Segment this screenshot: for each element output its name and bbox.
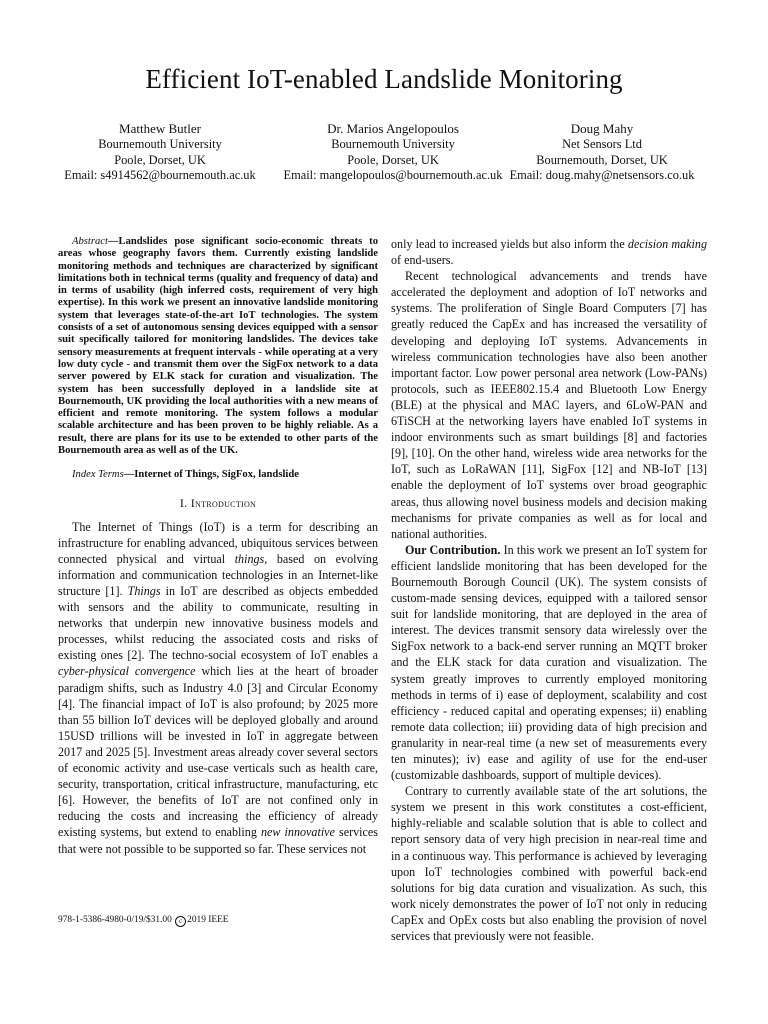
author-email: Email: mangelopoulos@bournemouth.ac.uk xyxy=(283,168,503,183)
index-terms xyxy=(58,469,378,481)
author-affiliation: Bournemouth University xyxy=(331,137,455,152)
abstract xyxy=(58,236,378,457)
author-email: Email: doug.mahy@netsensors.co.uk xyxy=(509,168,695,183)
author-location: Poole, Dorset, UK xyxy=(114,152,206,167)
text-run: of end-users. xyxy=(391,253,454,268)
text-run: In this work we present an IoT system for efficient landslide monitoring that has been developed for the Bournemouth Borough Council (UK). The system consists of custom-made sensing devices, equipped with a tailored sensor suit for landslide monitoring, that are deployed in the area of interest. The devices transmit sensory data wirelessly over the SigFox network to a back-end server running an MQTT broker and the ELK stack for data curation and visualization. The system greatly improves to currently employed monitoring methods in terms of i) ease of deployment, scalability and cost efficiency - reduced capital and operating expenses; ii) enabling remote data collection; iii) providing data of high precision and granularity in near-real time (a new set of measurements every ten minutes); iv) ease and agility of use for the end-user (customizable dashboards, support of multiple devices). xyxy=(391,542,707,783)
author-block-butler xyxy=(43,121,277,184)
author-affiliation: Net Sensors Ltd xyxy=(562,137,642,152)
section-heading-introduction: I. Introduction xyxy=(179,495,257,510)
abstract-dash: — xyxy=(107,236,119,247)
copyright-icon: c xyxy=(175,916,186,927)
text-run: , based on evolving information and communication technologies in an Internet-like structure [1]. xyxy=(58,551,378,599)
author-block-angelopoulos xyxy=(277,121,509,184)
abstract-text: Landslides pose significant socio-economic threats to areas whose geography favors them. Currently existing landslide monitoring methods and techniques are characterized by significant limitations both in technical terms (quality and frequency of data) and in terms of usability (high inferred costs, requirement of very high expertise). In this work we present an innovative landslide monitoring system that leverages state-of-the-art IoT technologies. The system consists of a set of autonomous sensing devices equipped with a sensor suit specifically tailored for monitoring landslides. The devices take sensory measurements at frequent intervals - while operating at a very low duty cycle - and transmit them over the SigFox network to a data server powered by ELK stack for curation and visualization. The system has been successfully deployed in a landslide site at Bournemouth, UK providing the local authorities with a new means of efficient and remote monitoring. The system follows a modular scalable architecture and has been proven to be highly reliable. As a result, there are plans for its use to be extended to other parts of the Bournemouth area as well as of the UK. xyxy=(58,236,378,457)
author-block-mahy xyxy=(509,121,695,184)
emphasis-run: cyber-physical convergence xyxy=(58,664,196,679)
author-location: Poole, Dorset, UK xyxy=(347,152,439,167)
isbn-price: 978-1-5386-4980-0/19/$31.00 xyxy=(58,915,175,925)
intro-paragraph-2: Recent technological advancements and trends have accelerated the deployment and adoption of IoT networks and systems. The proliferation of Single Board Computers [7] has greatly reduced the CapEx and has increased the versatility of developing and deploying IoT systems. Advancements in wireless communication technologies have also been another important factor. Low power personal area network (Low-PANs) protocols, such as IEEE802.15.4 and Bluetooth Low Energy (BLE) at the physical and MAC layers, and 6LoW-PAN and 6TiSCH at the networking layers have enabled IoT systems in indoor environments such as smart buildings [8] and factories [9], [10]. On the other hand, wireless wide area networks for the IoT, such as LoRaWAN [11], SigFox [12] and NB-IoT [13] enable the deployment of IoT systems over broad geographic areas, thus allowing novel business models and decision making mechanisms for private companies as well as for local and national authorities. xyxy=(391,269,707,541)
emphasis-run: Things xyxy=(127,584,161,599)
emphasis-run: new innovative xyxy=(260,825,335,840)
intro-paragraph-4: Contrary to currently available state of the art solutions, the system we present in this work constitutes a cost-efficient, highly-reliable and scalable solution that is able to collect and report sensory data of very high precision in near-real time and in a continuous way. This performance is achieved by leveraging upon IoT technologies combined with powerful back-end solutions for big data curation and visualization. As such, this work nicely demonstrates the power of IoT not only in reducing CapEx and OpEx costs but also enabling the provision of novel services that previously were not feasible. xyxy=(391,784,707,944)
author-affiliation: Bournemouth University xyxy=(98,137,222,152)
text-run: in IoT are described as objects embedded with sensors and the ability to communicate, resulting in networks that underpin new innovative business models and processes, whilst reducing the associated costs and risks of existing ones [2]. The techno-social ecosystem of IoT enables a xyxy=(58,584,378,663)
author-email: Email: s4914562@bournemouth.ac.uk xyxy=(64,168,256,183)
author-name: Dr. Marios Angelopoulos xyxy=(327,121,459,136)
text-run: which lies at the heart of broader paradigm shifts, such as Industry 4.0 [3] and Circular Economy [4]. The financial impact of IoT is also profound; by 2025 more than 55 billion IoT devices will be deployed globally and around 15USD trillions will be invested in IoT in aggregate between 2017 and 2025 [5]. Investment areas already cover several sectors of economic activity and use-case verticals such as health care, security, transportation, critical infrastructure, manufacturing, etc [6]. However, the benefits of IoT are not confined only in reducing the costs and increasing the efficiency of already existing systems, but extend to enabling xyxy=(58,664,378,840)
abstract-lead: Abstract xyxy=(72,236,108,247)
paper-title: Efficient IoT-enabled Landslide Monitoring xyxy=(145,64,623,94)
intro-paragraph-1-continued xyxy=(391,236,707,268)
index-terms-text: Internet of Things, SigFox, landslide xyxy=(134,469,299,481)
emphasis-run: things xyxy=(234,551,265,566)
contribution-paragraph xyxy=(391,542,707,783)
left-column xyxy=(58,236,378,857)
intro-paragraph-1 xyxy=(58,519,378,857)
contribution-label: Our Contribution. xyxy=(405,542,501,557)
emphasis-run: decision making xyxy=(627,237,707,251)
author-location: Bournemouth, Dorset, UK xyxy=(536,152,668,167)
text-run: only lead to increased yields but also inform the xyxy=(391,237,628,251)
index-terms-lead: Index Terms xyxy=(72,469,124,481)
index-terms-dash: — xyxy=(123,469,135,481)
text-run: The Internet of Things (IoT) is a term for describing an infrastructure for enabling advanced, ubiquitous services between connected physical and virtual xyxy=(58,519,378,566)
copyright-footer xyxy=(58,915,229,927)
author-name: Doug Mahy xyxy=(570,121,634,136)
right-column xyxy=(391,236,707,944)
author-name: Matthew Butler xyxy=(119,121,201,136)
copyright-year: 2019 IEEE xyxy=(187,915,229,925)
text-run: services that were not possible to be supported so far. These services not xyxy=(58,825,378,856)
